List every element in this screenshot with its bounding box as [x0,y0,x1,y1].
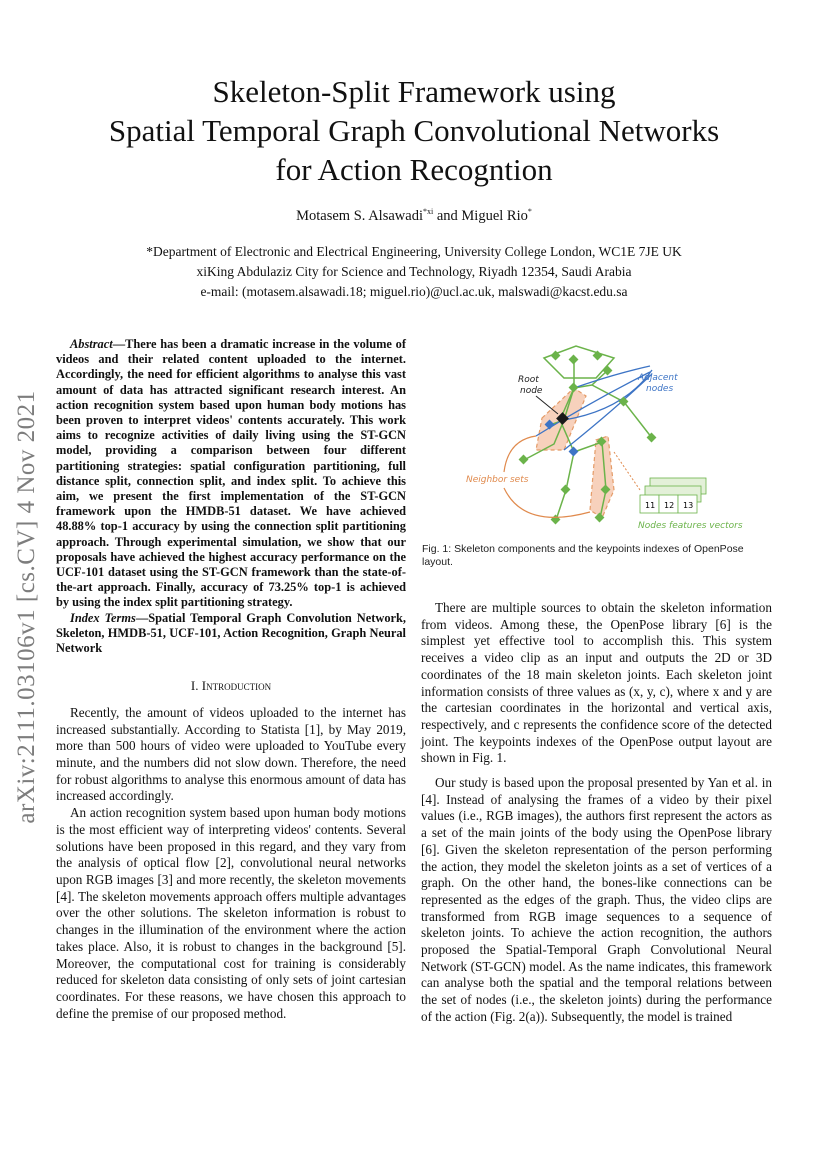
intro-paragraph: Recently, the amount of videos uploaded to the internet has increased substantially. According to Statista [1], by May 2019, more than 500 hours of video were uploaded to YouTube every minute, and the numbers did not slow down. Therefore, the need for robust algorithms to analyse this enormous amount of data has increased accordingly. [56,704,406,804]
index-terms-lead: Index Terms [70,610,136,625]
skeleton-figure [424,340,772,530]
body-paragraph: There are multiple sources to obtain the skeleton information from videos. Among these, the OpenPose library [6] is the simplest yet effective tool to accomplish this. This system receives a video clip as an input and outputs the 2D or 3D coordinates of the 18 main skeleton joints. Each skeleton joint information consists of three values as (x, y, c), where x and y are the cartesian coordinates in the horizontal and vertical axis, respectively, and c represents the confidence score of the detected joint. The keypoints indexes of the OpenPose output layout are shown in Fig. 1. [421,600,772,766]
adjacent-label-2: nodes [646,384,674,394]
root-label: Root [518,375,539,385]
right-column [421,600,772,1026]
neighbor-label: Neighbor sets [466,475,529,485]
features-label: Nodes features vectors [638,521,743,530]
adjacent-label: Adjacent [638,373,678,383]
abstract-lead: Abstract [70,337,113,351]
authors [60,207,768,225]
feature-vectors [640,478,706,513]
author-1-sup: *xi [422,207,434,216]
root-label-2: node [520,386,543,396]
feature-pointer [614,452,640,490]
title-line: Spatial Temporal Graph Convolutional Networks [108,113,720,148]
author-2-sup: * [527,207,532,216]
neighbor-arrow [504,436,536,472]
figure-caption: Fig. 1: Skeleton components and the keypoints indexes of OpenPose layout. [422,543,744,568]
author-2: and Miguel Rio [433,207,528,224]
paper-title [60,72,768,189]
author-1: Motasem S. Alsawadi [296,207,423,224]
index-terms [56,611,406,657]
email-line: e-mail: (motasem.alsawadi.18; miguel.rio)@ucl.ac.uk, malswadi@kacst.edu.sa [200,284,628,299]
arxiv-stamp: arXiv:2111.03106v1 [cs.CV] 4 Nov 2021 [13,390,40,824]
feature-cell: 13 [683,501,694,510]
neighbor-arrow [504,488,590,517]
left-column [56,337,406,1022]
intro-paragraph: An action recognition system based upon human body motions is the most efficient way of interpreting videos' contents. Several solutions have been proposed in this regard, and they vary from the analysis of optical flow [2], convolutional neural networks upon RGB images [3] and more recently, the skeleton movements [4]. The skeleton movements approach offers multiple advantages over the other solutions. The skeleton information is robust to changes in the illumination of the environment where the action takes place. Also, it is robust to changes in the background [5]. Moreover, the computational cost for training is considerably reduced for skeleton data consisting of only sets of joint cartesian coordinates. For these reasons, we have chosen this approach to define the premise of our proposed method. [56,805,406,1021]
abstract-text: —There has been a dramatic increase in the volume of videos and their related content uploaded to the internet. Accordingly, the need for efficient algorithms to analyse this vast amount of data has attracted significant research interest. An action recognition system based upon human body motions has been proven to interpret videos' contents accurately. This work aims to recognize activities of daily living using the ST-GCN model, providing a comparison between four different partitioning strategies: spatial configuration partitioning, full distance split, connection split, and index split. To achieve this aim, we present the first implementation of the ST-GCN framework upon the HMDB-51 dataset. We have achieved 48.88% top-1 accuracy by using the connection split partitioning approach. Through experimental simulation, we show that our proposals have achieved the highest accuracy performance on the UCF-101 dataset using the ST-GCN framework than the state-of-the-art approach. Finally, accuracy of 73.25% top-1 is achieved by using the index split partitioning strategy. [56,337,406,610]
affiliation-ucl: *Department of Electronic and Electrical Engineering, University College London, WC1E 7JE UK [146,244,682,259]
root-arrow [536,396,558,414]
feature-cell: 12 [664,501,675,510]
feature-cell: 11 [645,501,656,510]
affiliations [60,242,768,302]
section-title-introduction: I. Introduction [190,678,272,694]
affiliation-kacst: xiKing Abdulaziz City for Science and Technology, Riyadh 12354, Saudi Arabia [196,264,632,279]
title-line: Skeleton-Split Framework using [212,74,616,109]
index-terms-text: —Spatial Temporal Graph Convolution Network, Skeleton, HMDB-51, UCF-101, Action Recognition, Graph Neural Network [56,610,406,656]
title-line: for Action Recogntion [275,152,553,187]
abstract [56,337,406,611]
body-paragraph: Our study is based upon the proposal presented by Yan et al. in [4]. Instead of analysing the frames of a video by their pixel values (i.e., RGB images), the authors first represent the actors as a set of the main joints of the body using the OpenPose library [6]. Given the skeleton representation of the person performing the action, they model the skeleton joints as a set of vertices of a graph. On the other hand, the bones-like connections can be represented as the edges of the graph. Thus, the video clips are transformed from RGB image sequences to a sequence of skeleton joints. To achieve the action recognition, the authors proposed the Spatial-Temporal Graph Convolutional Neural Network (ST-GCN) model. As the name indicates, this framework can analyse both the spatial and the temporal relations between the set of nodes (i.e., the skeleton joints) during the performance of the action (Fig. 2(a)). Subsequently, the model is trained [421,775,772,1024]
